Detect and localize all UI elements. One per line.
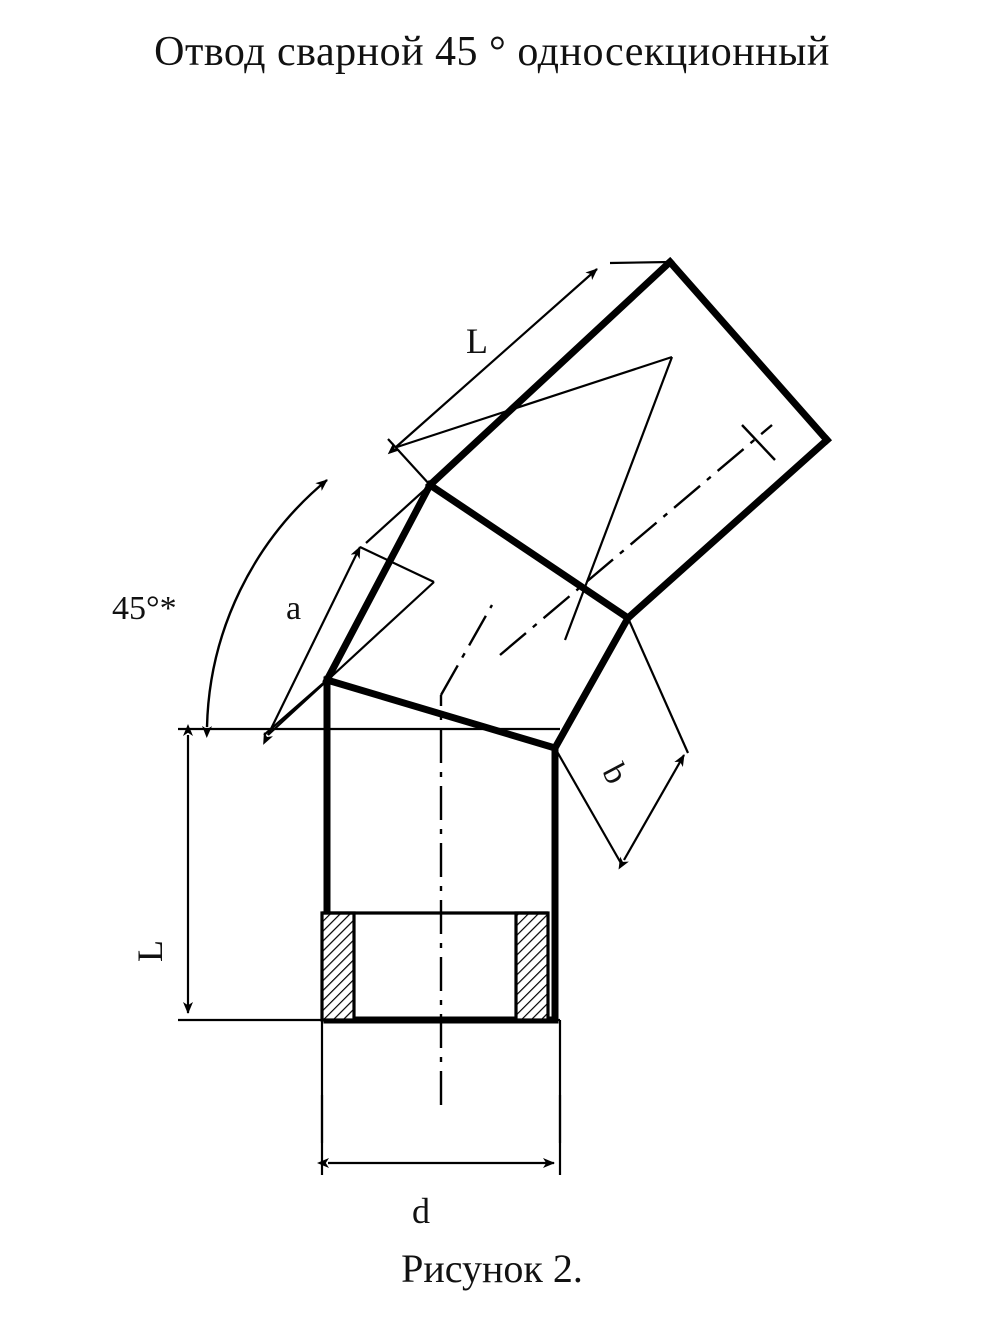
center-line-upper-tick bbox=[742, 425, 775, 460]
weld-hatch-blocks bbox=[322, 913, 548, 1020]
dimension-L-bottom bbox=[178, 729, 560, 1020]
label-dimension-a: a bbox=[286, 590, 302, 627]
dimension-b bbox=[555, 618, 688, 865]
page-title: Отвод сварной 45 ° односекционный bbox=[154, 29, 830, 75]
label-angle-45: 45°* bbox=[112, 590, 177, 627]
figure-caption: Рисунок 2. bbox=[401, 1246, 583, 1291]
dimension-L-top bbox=[388, 262, 672, 640]
label-diameter-d: d bbox=[412, 1191, 430, 1231]
elbow-body-outline bbox=[327, 262, 827, 1020]
label-dimension-b: b bbox=[594, 757, 636, 790]
elbow-drawing-svg bbox=[0, 95, 984, 1235]
dimension-d bbox=[322, 1095, 560, 1175]
elbow-technical-drawing bbox=[0, 95, 984, 1235]
label-length-bottom: L bbox=[130, 940, 170, 962]
angle-arc-45 bbox=[207, 480, 327, 727]
label-length-top: L bbox=[466, 321, 488, 361]
